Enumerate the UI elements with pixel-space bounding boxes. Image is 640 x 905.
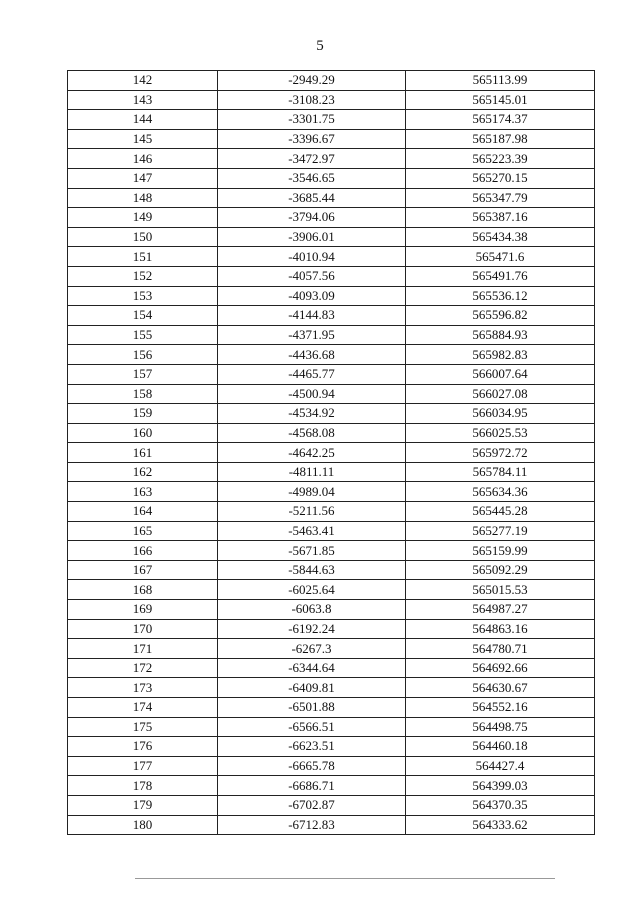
point-number-cell: 150 [68, 227, 218, 247]
table-row [68, 188, 595, 208]
table-row [68, 306, 595, 326]
point-number-cell: 176 [68, 737, 218, 757]
x-coordinate-cell: -6267.3 [218, 639, 406, 659]
y-coordinate-cell: 566034.95 [406, 404, 595, 424]
y-coordinate-cell: 565445.28 [406, 502, 595, 522]
x-coordinate-cell: -5463.41 [218, 521, 406, 541]
x-coordinate-cell: -4436.68 [218, 345, 406, 365]
x-coordinate-cell: -4811.11 [218, 462, 406, 482]
point-number-cell: 157 [68, 364, 218, 384]
table-row [68, 168, 595, 188]
table-row [68, 815, 595, 835]
x-coordinate-cell: -4534.92 [218, 404, 406, 424]
x-coordinate-cell: -3906.01 [218, 227, 406, 247]
table-row [68, 227, 595, 247]
x-coordinate-cell: -4568.08 [218, 423, 406, 443]
table-row [68, 541, 595, 561]
x-coordinate-cell: -6702.87 [218, 795, 406, 815]
y-coordinate-cell: 565596.82 [406, 306, 595, 326]
y-coordinate-cell: 564498.75 [406, 717, 595, 737]
y-coordinate-cell: 564863.16 [406, 619, 595, 639]
table-row [68, 756, 595, 776]
table-row [68, 619, 595, 639]
point-number-cell: 151 [68, 247, 218, 267]
y-coordinate-cell: 565159.99 [406, 541, 595, 561]
point-number-cell: 159 [68, 404, 218, 424]
x-coordinate-cell: -6566.51 [218, 717, 406, 737]
x-coordinate-cell: -6063.8 [218, 600, 406, 620]
table-row [68, 482, 595, 502]
x-coordinate-cell: -4371.95 [218, 325, 406, 345]
point-number-cell: 155 [68, 325, 218, 345]
y-coordinate-cell: 565113.99 [406, 71, 595, 91]
y-coordinate-cell: 565174.37 [406, 110, 595, 130]
table-row [68, 737, 595, 757]
y-coordinate-cell: 565471.6 [406, 247, 595, 267]
table-row [68, 639, 595, 659]
table-row [68, 678, 595, 698]
point-number-cell: 162 [68, 462, 218, 482]
x-coordinate-cell: -4500.94 [218, 384, 406, 404]
y-coordinate-cell: 564552.16 [406, 698, 595, 718]
table-row [68, 384, 595, 404]
table-row [68, 208, 595, 228]
point-number-cell: 166 [68, 541, 218, 561]
table-row [68, 404, 595, 424]
point-number-cell: 180 [68, 815, 218, 835]
point-number-cell: 147 [68, 168, 218, 188]
table-row [68, 325, 595, 345]
point-number-cell: 146 [68, 149, 218, 169]
x-coordinate-cell: -5211.56 [218, 502, 406, 522]
table-row [68, 247, 595, 267]
table-row [68, 90, 595, 110]
table-row [68, 580, 595, 600]
y-coordinate-cell: 565884.93 [406, 325, 595, 345]
table-row [68, 462, 595, 482]
table-row [68, 776, 595, 796]
table-row [68, 698, 595, 718]
x-coordinate-cell: -4093.09 [218, 286, 406, 306]
x-coordinate-cell: -4465.77 [218, 364, 406, 384]
y-coordinate-cell: 564780.71 [406, 639, 595, 659]
table-row [68, 795, 595, 815]
point-number-cell: 179 [68, 795, 218, 815]
point-number-cell: 167 [68, 560, 218, 580]
point-number-cell: 154 [68, 306, 218, 326]
table-row [68, 502, 595, 522]
y-coordinate-cell: 565972.72 [406, 443, 595, 463]
x-coordinate-cell: -4057.56 [218, 266, 406, 286]
y-coordinate-cell: 565434.38 [406, 227, 595, 247]
point-number-cell: 144 [68, 110, 218, 130]
table-row [68, 600, 595, 620]
y-coordinate-cell: 565145.01 [406, 90, 595, 110]
point-number-cell: 149 [68, 208, 218, 228]
x-coordinate-cell: -3301.75 [218, 110, 406, 130]
point-number-cell: 148 [68, 188, 218, 208]
table-row [68, 266, 595, 286]
table-row [68, 71, 595, 91]
x-coordinate-cell: -6409.81 [218, 678, 406, 698]
x-coordinate-cell: -5671.85 [218, 541, 406, 561]
y-coordinate-cell: 565491.76 [406, 266, 595, 286]
point-number-cell: 165 [68, 521, 218, 541]
x-coordinate-cell: -4010.94 [218, 247, 406, 267]
point-number-cell: 175 [68, 717, 218, 737]
point-number-cell: 168 [68, 580, 218, 600]
point-number-cell: 178 [68, 776, 218, 796]
y-coordinate-cell: 565347.79 [406, 188, 595, 208]
point-number-cell: 152 [68, 266, 218, 286]
point-number-cell: 170 [68, 619, 218, 639]
y-coordinate-cell: 564460.18 [406, 737, 595, 757]
point-number-cell: 161 [68, 443, 218, 463]
y-coordinate-cell: 565784.11 [406, 462, 595, 482]
point-number-cell: 156 [68, 345, 218, 365]
point-number-cell: 163 [68, 482, 218, 502]
point-number-cell: 145 [68, 129, 218, 149]
table-row [68, 149, 595, 169]
x-coordinate-cell: -3108.23 [218, 90, 406, 110]
point-number-cell: 174 [68, 698, 218, 718]
y-coordinate-cell: 566025.53 [406, 423, 595, 443]
table-row [68, 345, 595, 365]
x-coordinate-cell: -6623.51 [218, 737, 406, 757]
point-number-cell: 153 [68, 286, 218, 306]
point-number-cell: 142 [68, 71, 218, 91]
x-coordinate-cell: -2949.29 [218, 71, 406, 91]
y-coordinate-cell: 565536.12 [406, 286, 595, 306]
x-coordinate-cell: -6501.88 [218, 698, 406, 718]
table-row [68, 286, 595, 306]
x-coordinate-cell: -3546.65 [218, 168, 406, 188]
y-coordinate-cell: 564427.4 [406, 756, 595, 776]
x-coordinate-cell: -4144.83 [218, 306, 406, 326]
point-number-cell: 171 [68, 639, 218, 659]
x-coordinate-cell: -3396.67 [218, 129, 406, 149]
y-coordinate-cell: 565387.16 [406, 208, 595, 228]
x-coordinate-cell: -3685.44 [218, 188, 406, 208]
point-number-cell: 177 [68, 756, 218, 776]
y-coordinate-cell: 564630.67 [406, 678, 595, 698]
y-coordinate-cell: 566007.64 [406, 364, 595, 384]
y-coordinate-cell: 565223.39 [406, 149, 595, 169]
y-coordinate-cell: 564987.27 [406, 600, 595, 620]
x-coordinate-cell: -3794.06 [218, 208, 406, 228]
point-number-cell: 160 [68, 423, 218, 443]
y-coordinate-cell: 565634.36 [406, 482, 595, 502]
y-coordinate-cell: 565015.53 [406, 580, 595, 600]
x-coordinate-cell: -6192.24 [218, 619, 406, 639]
point-number-cell: 173 [68, 678, 218, 698]
y-coordinate-cell: 566027.08 [406, 384, 595, 404]
table-row [68, 364, 595, 384]
table-row [68, 443, 595, 463]
y-coordinate-cell: 564370.35 [406, 795, 595, 815]
table-row [68, 129, 595, 149]
point-number-cell: 158 [68, 384, 218, 404]
y-coordinate-cell: 565982.83 [406, 345, 595, 365]
x-coordinate-cell: -6686.71 [218, 776, 406, 796]
x-coordinate-cell: -6712.83 [218, 815, 406, 835]
table-row [68, 658, 595, 678]
y-coordinate-cell: 565187.98 [406, 129, 595, 149]
table-body [68, 71, 595, 835]
x-coordinate-cell: -4642.25 [218, 443, 406, 463]
table-row [68, 560, 595, 580]
x-coordinate-cell: -6344.64 [218, 658, 406, 678]
x-coordinate-cell: -3472.97 [218, 149, 406, 169]
point-number-cell: 169 [68, 600, 218, 620]
table-row [68, 521, 595, 541]
y-coordinate-cell: 564692.66 [406, 658, 595, 678]
y-coordinate-cell: 565277.19 [406, 521, 595, 541]
point-number-cell: 172 [68, 658, 218, 678]
y-coordinate-cell: 565092.29 [406, 560, 595, 580]
table-row [68, 110, 595, 130]
y-coordinate-cell: 565270.15 [406, 168, 595, 188]
footer-rule [135, 878, 555, 879]
x-coordinate-cell: -6025.64 [218, 580, 406, 600]
table-row [68, 717, 595, 737]
x-coordinate-cell: -5844.63 [218, 560, 406, 580]
x-coordinate-cell: -6665.78 [218, 756, 406, 776]
y-coordinate-cell: 564333.62 [406, 815, 595, 835]
coordinates-table [67, 70, 595, 835]
table-row [68, 423, 595, 443]
point-number-cell: 143 [68, 90, 218, 110]
page-number: 5 [316, 38, 324, 54]
y-coordinate-cell: 564399.03 [406, 776, 595, 796]
x-coordinate-cell: -4989.04 [218, 482, 406, 502]
point-number-cell: 164 [68, 502, 218, 522]
